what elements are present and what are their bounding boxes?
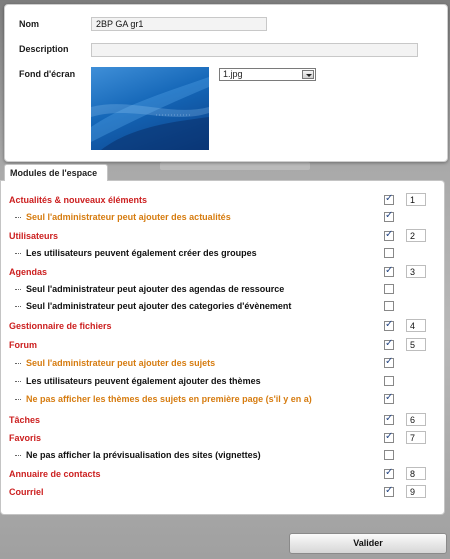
module-enable-checkbox[interactable] (384, 415, 394, 425)
module-label: Agendas (9, 267, 48, 277)
module-option-text: Ne pas afficher la prévisualisation des sites (vignettes) (26, 450, 261, 460)
module-enable-checkbox[interactable] (384, 469, 394, 479)
nom-label: Nom (19, 19, 39, 29)
module-option-checkbox[interactable] (384, 248, 394, 258)
module-option-label (15, 394, 312, 404)
tree-connector-icon (15, 306, 21, 307)
space-settings-panel (4, 4, 448, 162)
module-order-input[interactable]: 4 (406, 319, 426, 332)
module-option-label (15, 301, 291, 311)
module-option-text: Seul l'administrateur peut ajouter des agendas de ressource (26, 284, 285, 294)
module-label: Favoris (9, 433, 42, 443)
module-option-row (1, 246, 446, 261)
module-option-checkbox[interactable] (384, 394, 394, 404)
module-label: Annuaire de contacts (9, 469, 101, 479)
module-option-row (1, 356, 446, 371)
wallpaper-select[interactable] (219, 68, 316, 81)
module-option-label (15, 376, 261, 386)
module-order-input[interactable]: 1 (406, 193, 426, 206)
module-option-label (15, 358, 215, 368)
description-input[interactable] (91, 43, 418, 57)
module-row (1, 338, 446, 353)
module-option-row (1, 392, 446, 407)
module-label: Forum (9, 340, 37, 350)
module-label: Utilisateurs (9, 231, 59, 241)
module-option-label (15, 212, 231, 222)
module-option-label (15, 450, 261, 460)
module-label: Courriel (9, 487, 44, 497)
module-enable-checkbox[interactable] (384, 231, 394, 241)
module-option-text: Ne pas afficher les thèmes des sujets en première page (s'il y en a) (26, 394, 312, 404)
tree-connector-icon (15, 381, 21, 382)
module-enable-checkbox[interactable] (384, 433, 394, 443)
module-label: Actualités & nouveaux éléments (9, 195, 148, 205)
module-order-input[interactable]: 8 (406, 467, 426, 480)
module-option-row (1, 448, 446, 463)
module-option-text: Seul l'administrateur peut ajouter des actualités (26, 212, 231, 222)
module-option-checkbox[interactable] (384, 301, 394, 311)
nom-input[interactable]: 2BP GA gr1 (91, 17, 267, 31)
module-row (1, 229, 446, 244)
description-label: Description (19, 44, 69, 54)
module-option-checkbox[interactable] (384, 450, 394, 460)
tree-connector-icon (15, 363, 21, 364)
module-enable-checkbox[interactable] (384, 340, 394, 350)
module-option-row (1, 210, 446, 225)
module-option-checkbox[interactable] (384, 376, 394, 386)
module-enable-checkbox[interactable] (384, 321, 394, 331)
fond-ecran-label: Fond d'écran (19, 69, 76, 79)
module-option-checkbox[interactable] (384, 284, 394, 294)
module-option-text: Seul l'administrateur peut ajouter des categories d'évènement (26, 301, 292, 311)
valider-button[interactable]: Valider (289, 533, 447, 554)
chevron-down-icon[interactable] (302, 70, 314, 79)
module-order-input[interactable]: 6 (406, 413, 426, 426)
module-enable-checkbox[interactable] (384, 267, 394, 277)
module-option-text: Seul l'administrateur peut ajouter des sujets (26, 358, 216, 368)
tree-connector-icon (15, 455, 21, 456)
module-option-checkbox[interactable] (384, 212, 394, 222)
wallpaper-select-value: 1.jpg (223, 69, 243, 79)
module-row (1, 485, 446, 500)
module-option-label (15, 248, 257, 258)
wallpaper-preview-image (91, 67, 209, 150)
module-row (1, 265, 446, 280)
tab-modules-de-l-espace[interactable]: Modules de l'espace (4, 164, 108, 181)
module-order-input[interactable]: 5 (406, 338, 426, 351)
module-order-input[interactable]: 2 (406, 229, 426, 242)
tree-connector-icon (15, 217, 21, 218)
module-label: Tâches (9, 415, 41, 425)
tree-connector-icon (15, 253, 21, 254)
module-enable-checkbox[interactable] (384, 487, 394, 497)
module-row (1, 413, 446, 428)
module-option-checkbox[interactable] (384, 358, 394, 368)
module-order-input[interactable]: 7 (406, 431, 426, 444)
module-option-label (15, 284, 284, 294)
module-option-text: Les utilisateurs peuvent également ajouter des thèmes (26, 376, 261, 386)
module-order-input[interactable]: 3 (406, 265, 426, 278)
module-option-row (1, 374, 446, 389)
module-row (1, 319, 446, 334)
tree-connector-icon (15, 399, 21, 400)
module-option-text: Les utilisateurs peuvent également créer des groupes (26, 248, 257, 258)
module-label: Gestionnaire de fichiers (9, 321, 112, 331)
module-enable-checkbox[interactable] (384, 195, 394, 205)
module-option-row (1, 282, 446, 297)
module-option-row (1, 299, 446, 314)
module-row (1, 193, 446, 208)
modules-panel (0, 180, 445, 515)
background-ghost-panel (160, 162, 310, 170)
tree-connector-icon (15, 289, 21, 290)
module-order-input[interactable]: 9 (406, 485, 426, 498)
module-row (1, 467, 446, 482)
module-row (1, 431, 446, 446)
